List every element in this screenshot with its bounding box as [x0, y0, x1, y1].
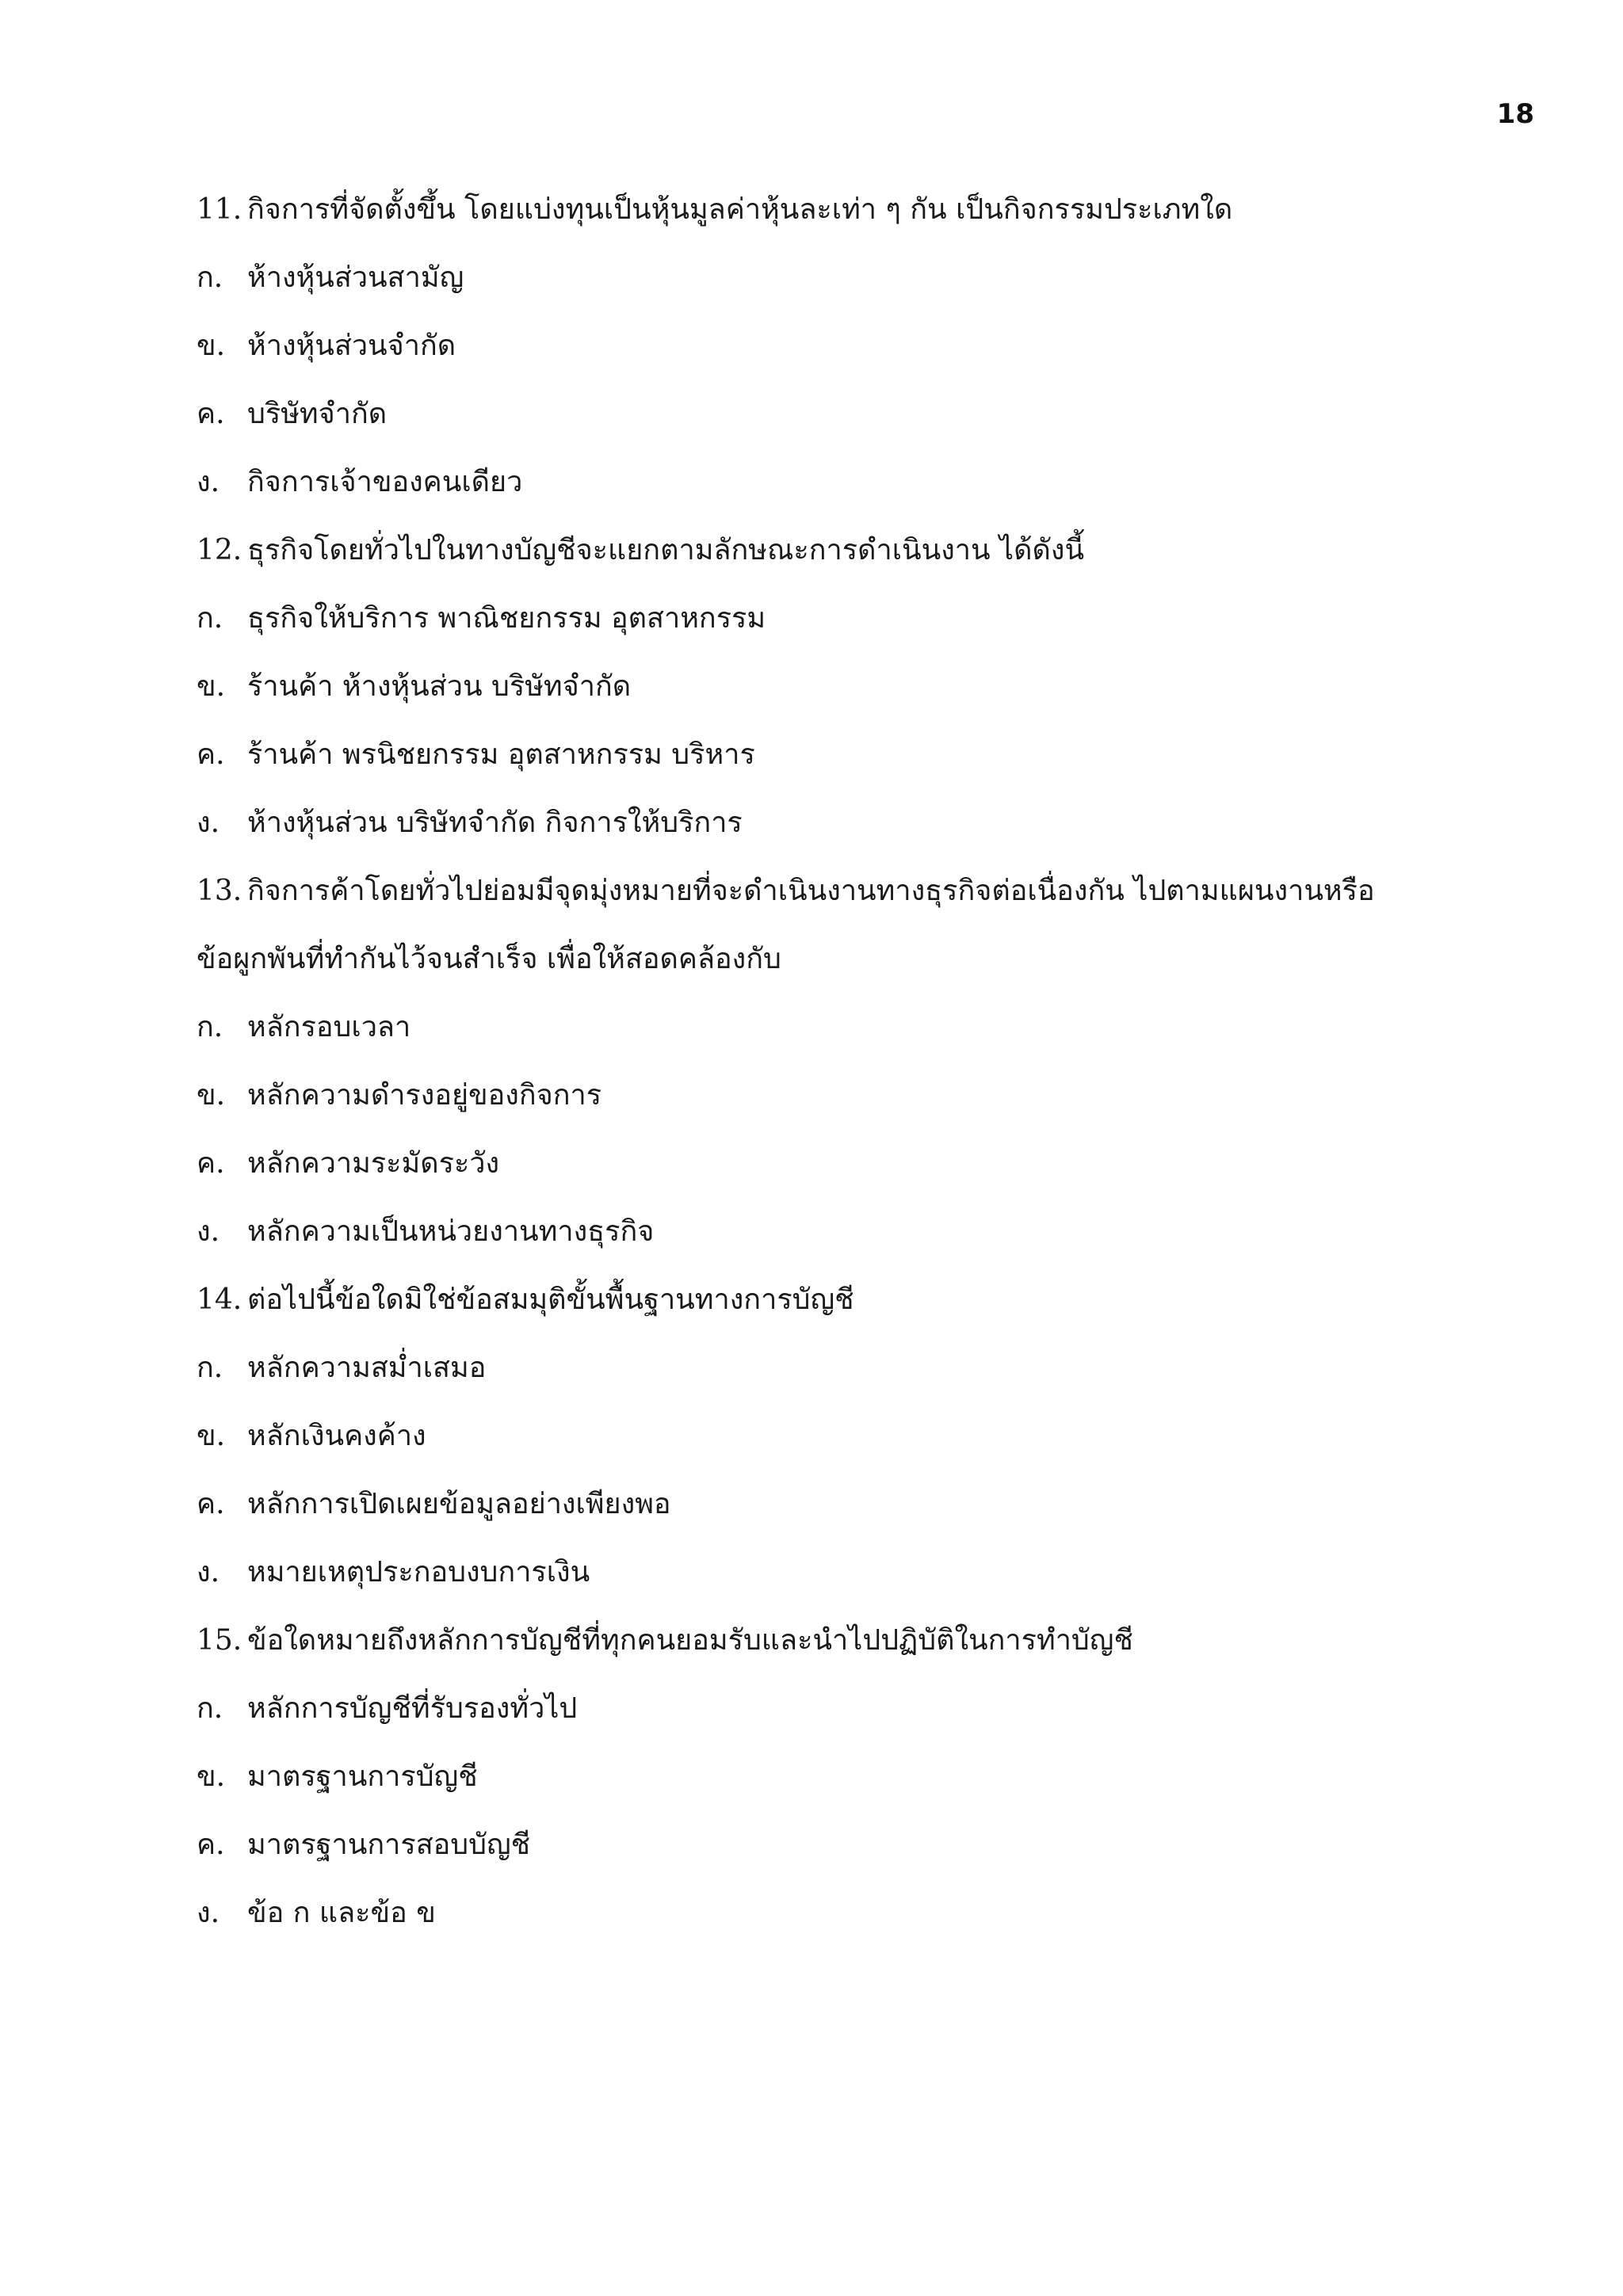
- question-text: กิจการที่จัดตั้งขึ้น โดยแบ่งทุนเป็นหุ้นมูลค่าหุ้นละเท่า ๆ กัน เป็นกิจกรรมประเภทใด: [247, 193, 1233, 226]
- question-text: กิจการค้าโดยทั่วไปย่อมมีจุดมุ่งหมายที่จะดำเนินงานทางธุรกิจต่อเนื่องกัน ไปตามแผนงานหรือ: [247, 875, 1375, 907]
- option-text: ห้างหุ้นส่วน บริษัทจำกัด กิจการให้บริการ: [247, 807, 743, 839]
- option-text: บริษัทจำกัด: [247, 398, 388, 430]
- question-11-stem: [197, 176, 1496, 244]
- option-text: ธุรกิจให้บริการ พาณิชยกรรม อุตสาหกรรม: [247, 602, 766, 635]
- option-label: ข.: [197, 1420, 226, 1452]
- question-11-option-d: [197, 448, 1496, 517]
- option-label: ง.: [197, 1556, 220, 1589]
- option-label: ข.: [197, 330, 226, 362]
- option-text: หลักความสม่ำเสมอ: [247, 1352, 487, 1384]
- option-text: หลักเงินคงค้าง: [247, 1420, 426, 1452]
- question-15-option-a: [197, 1675, 1496, 1743]
- question-12-option-b: [197, 653, 1496, 721]
- question-number: 12.: [197, 534, 242, 566]
- question-14-option-a: [197, 1334, 1496, 1402]
- question-13-option-d: [197, 1198, 1496, 1266]
- question-text: ข้อใดหมายถึงหลักการบัญชีที่ทุกคนยอมรับและนำไปปฏิบัติในการทำบัญชี: [247, 1624, 1133, 1657]
- question-12-stem: [197, 517, 1496, 585]
- option-label: ค.: [197, 1488, 225, 1520]
- option-label: ค.: [197, 398, 225, 430]
- option-label: ค.: [197, 738, 225, 771]
- question-number: 15.: [197, 1624, 242, 1657]
- question-11-option-a: [197, 244, 1496, 312]
- option-label: ง.: [197, 807, 220, 839]
- question-number: 13.: [197, 875, 242, 907]
- option-text: หลักการเปิดเผยข้อมูลอย่างเพียงพอ: [247, 1488, 671, 1520]
- question-13-stem: [197, 857, 1496, 925]
- option-label: ก.: [197, 1011, 223, 1043]
- question-text: ธุรกิจโดยทั่วไปในทางบัญชีจะแยกตามลักษณะการดำเนินงาน ได้ดังนี้: [247, 534, 1085, 566]
- question-14-option-d: [197, 1539, 1496, 1607]
- option-text: หลักความเป็นหน่วยงานทางธุรกิจ: [247, 1215, 655, 1248]
- option-text: หลักรอบเวลา: [247, 1011, 411, 1043]
- question-12-option-d: [197, 789, 1496, 857]
- option-text: ห้างหุ้นส่วนสามัญ: [247, 261, 464, 294]
- option-label: ก.: [197, 1352, 223, 1384]
- question-text: ข้อผูกพันที่ทำกันไว้จนสำเร็จ เพื่อให้สอดคล้องกับ: [197, 943, 781, 975]
- option-label: ก.: [197, 261, 223, 294]
- question-13-option-b: [197, 1062, 1496, 1130]
- option-label: ข.: [197, 1079, 226, 1112]
- option-text: ร้านค้า พรนิชยกรรม อุตสาหกรรม บริหาร: [247, 738, 755, 771]
- option-text: หลักความดำรงอยู่ของกิจการ: [247, 1079, 602, 1112]
- option-label: ข.: [197, 1760, 226, 1793]
- option-label: ง.: [197, 1897, 220, 1929]
- question-15-option-c: [197, 1811, 1496, 1879]
- option-text: มาตรฐานการสอบบัญชี: [247, 1829, 531, 1861]
- option-text: หลักความระมัดระวัง: [247, 1147, 500, 1180]
- option-label: ข.: [197, 670, 226, 703]
- question-15-option-d: [197, 1879, 1496, 1947]
- question-14-stem: [197, 1266, 1496, 1334]
- page-number: 18: [1496, 98, 1534, 130]
- option-text: กิจการเจ้าของคนเดียว: [247, 466, 523, 498]
- option-label: ก.: [197, 1692, 223, 1725]
- question-13-option-a: [197, 994, 1496, 1062]
- question-15-option-b: [197, 1743, 1496, 1811]
- question-12-option-a: [197, 585, 1496, 653]
- option-text: ห้างหุ้นส่วนจำกัด: [247, 330, 456, 362]
- option-label: ง.: [197, 1215, 220, 1248]
- question-12-option-c: [197, 721, 1496, 789]
- option-label: ค.: [197, 1147, 225, 1180]
- question-15-stem: [197, 1607, 1496, 1675]
- question-14-option-b: [197, 1402, 1496, 1470]
- option-text: ร้านค้า ห้างหุ้นส่วน บริษัทจำกัด: [247, 670, 632, 703]
- question-14-option-c: [197, 1470, 1496, 1539]
- question-13-option-c: [197, 1130, 1496, 1198]
- question-list: [197, 176, 1496, 1947]
- question-11-option-b: [197, 312, 1496, 380]
- question-11-option-c: [197, 380, 1496, 448]
- question-number: 11.: [197, 193, 242, 226]
- option-label: ค.: [197, 1829, 225, 1861]
- question-number: 14.: [197, 1283, 242, 1316]
- option-text: มาตรฐานการบัญชี: [247, 1760, 478, 1793]
- option-text: หมายเหตุประกอบงบการเงิน: [247, 1556, 590, 1589]
- question-text: ต่อไปนี้ข้อใดมิใช่ข้อสมมุติขั้นพื้นฐานทางการบัญชี: [247, 1283, 854, 1316]
- option-text: หลักการบัญชีที่รับรองทั่วไป: [247, 1692, 578, 1725]
- option-text: ข้อ ก และข้อ ข: [247, 1897, 436, 1929]
- question-13-stem-continued: [197, 925, 1496, 994]
- option-label: ก.: [197, 602, 223, 635]
- option-label: ง.: [197, 466, 220, 498]
